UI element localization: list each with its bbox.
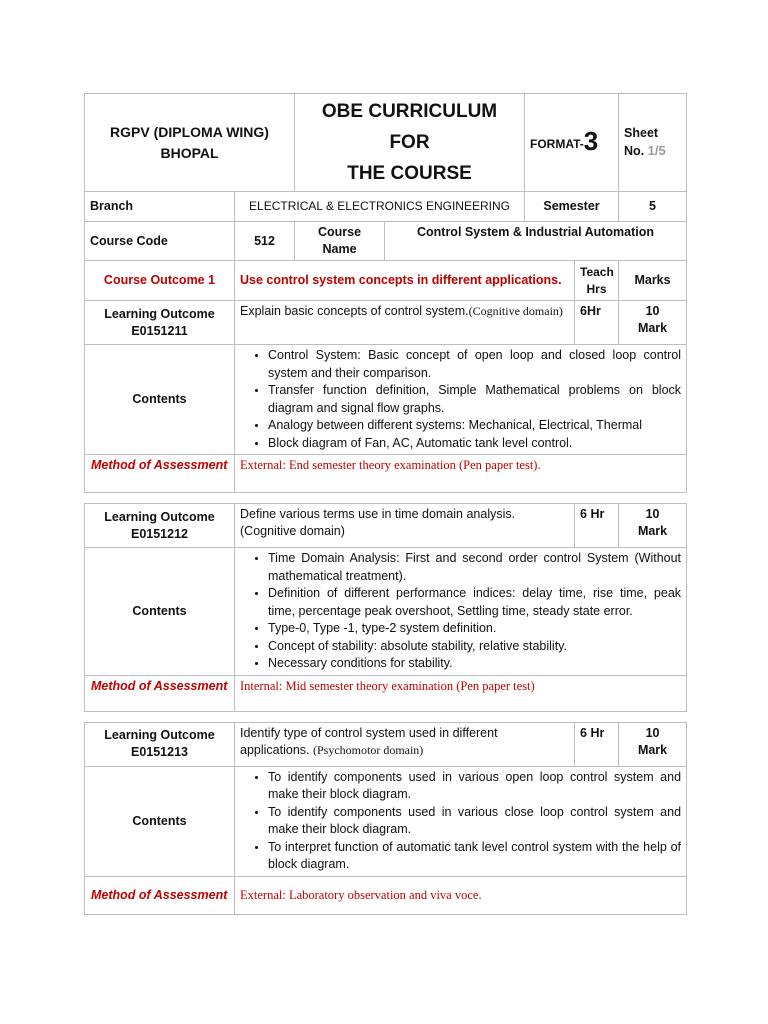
page-title-line1: OBE CURRICULUM FOR	[321, 101, 498, 153]
lo-marks-value: 10	[645, 507, 660, 521]
assessment-label: Method of Assessment	[85, 675, 235, 711]
marks-header: Marks	[619, 261, 687, 301]
lo-domain: (Psychomotor domain)	[312, 742, 424, 757]
teach-label: Teach	[580, 264, 614, 279]
list-item: • To identify components used in various open loop control system and make their block diagram.	[268, 769, 681, 804]
branch-value: ELECTRICAL & ELECTRONICS ENGINEERING	[235, 192, 525, 222]
lo-hours: 6 Hr	[575, 504, 619, 548]
list-item: • Concept of stability: absolute stability, relative stability.	[268, 638, 681, 656]
assessment-text: Internal: Mid semester theory examination (Pen paper test)	[235, 675, 687, 711]
lo-code: E0151212	[130, 526, 188, 541]
contents-label: Contents	[85, 548, 235, 676]
list-item: • Necessary conditions for stability.	[268, 655, 681, 673]
lo-marks-value: 10	[645, 304, 660, 318]
contents-row	[85, 548, 687, 676]
course-name-value: Control System & Industrial Automation	[385, 222, 687, 261]
sheet-no-label: No.	[624, 144, 645, 158]
course-code-label: Course Code	[85, 222, 235, 261]
contents-cell	[235, 548, 687, 676]
contents-cell	[235, 766, 687, 876]
lo-description-text: Explain basic concepts of control system.	[240, 304, 469, 318]
learning-outcome-row	[85, 504, 687, 548]
format-cell	[525, 94, 619, 192]
institute-city: BHOPAL	[160, 144, 219, 161]
page-title-line2: THE COURSE	[347, 163, 472, 184]
lo-description-text: Define various terms use in time domain analysis.	[240, 507, 516, 521]
lo-marks-unit: Mark	[637, 524, 668, 538]
assessment-label: Method of Assessment	[85, 455, 235, 493]
lo-description-text: Identify type of control system used in different applications.	[240, 725, 498, 757]
hrs-label: Hrs	[586, 281, 607, 296]
lo-description	[235, 301, 575, 345]
sheet-number: 1/5	[647, 143, 666, 158]
header-row	[85, 94, 687, 192]
spacer	[85, 493, 687, 504]
assessment-row	[85, 455, 687, 493]
learning-outcome-label	[85, 722, 235, 766]
learning-outcome-row	[85, 722, 687, 766]
curriculum-table	[84, 93, 687, 915]
list-item: • To identify components used in various close loop control system and make their block diagram.	[268, 804, 681, 839]
lo-marks-unit: Mark	[637, 742, 668, 757]
learning-outcome-label	[85, 301, 235, 345]
list-item: • Analogy between different systems: Mechanical, Electrical, Thermal	[268, 417, 681, 435]
course-outcome-text: Use control system concepts in different applications.	[235, 261, 575, 301]
lo-label: Learning Outcome	[104, 728, 215, 742]
contents-row	[85, 345, 687, 455]
format-number: 3	[583, 125, 599, 156]
lo-label: Learning Outcome	[104, 509, 215, 524]
assessment-row	[85, 876, 687, 914]
lo-hours: 6Hr	[575, 301, 619, 345]
lo-description	[235, 504, 575, 548]
lo-description	[235, 722, 575, 766]
assessment-text: External: Laboratory observation and viva voce.	[235, 876, 687, 914]
lo-label: Learning Outcome	[104, 306, 215, 321]
lo-hours: 6 Hr	[575, 722, 619, 766]
semester-value: 5	[619, 192, 687, 222]
learning-outcome-label	[85, 504, 235, 548]
list-item: • Time Domain Analysis: First and second order control System (Without mathematical treatment).	[268, 550, 681, 585]
format-label: FORMAT-	[530, 136, 584, 151]
lo-marks	[619, 301, 687, 345]
sheet-cell	[619, 94, 687, 192]
institute-name: RGPV (DIPLOMA WING)	[110, 123, 269, 140]
lo-domain: (Cognitive domain)	[240, 524, 345, 538]
title-cell	[295, 94, 525, 192]
lo-code: E0151213	[130, 745, 188, 759]
lo-marks	[619, 722, 687, 766]
contents-list	[240, 550, 681, 673]
list-item: • Transfer function definition, Simple Mathematical problems on block diagram and signal flow graphs.	[268, 382, 681, 417]
lo-marks-unit: Mark	[637, 321, 668, 335]
lo-code: E0151211	[131, 323, 188, 338]
list-item: • Block diagram of Fan, AC, Automatic tank level control.	[268, 435, 681, 453]
lo-domain: (Cognitive domain)	[468, 304, 563, 318]
contents-list	[240, 769, 681, 874]
contents-cell	[235, 345, 687, 455]
list-item: • Control System: Basic concept of open loop and closed loop control system and their comparison.	[268, 347, 681, 382]
branch-label: Branch	[85, 192, 235, 222]
list-item: • Definition of different performance indices: delay time, rise time, peak time, percentage peak overshoot, Settling time, steady state error.	[268, 585, 681, 620]
course-outcome-label: Course Outcome 1	[85, 261, 235, 301]
contents-row	[85, 766, 687, 876]
teach-hrs-header	[575, 261, 619, 301]
sheet-label: Sheet	[624, 126, 659, 140]
course-name-label: Course Name	[295, 222, 385, 261]
institute-cell	[85, 94, 295, 192]
lo-marks-value: 10	[645, 725, 660, 740]
branch-row	[85, 192, 687, 222]
course-code-value: 512	[235, 222, 295, 261]
list-item: • Type-0, Type -1, type-2 system definition.	[268, 620, 681, 638]
list-item: • To interpret function of automatic tank level control system with the help of block diagram.	[268, 839, 681, 874]
contents-label: Contents	[85, 766, 235, 876]
assessment-text: External: End semester theory examination (Pen paper test).	[235, 455, 687, 493]
spacer	[85, 711, 687, 722]
lo-marks	[619, 504, 687, 548]
assessment-row	[85, 675, 687, 711]
learning-outcome-row	[85, 301, 687, 345]
course-code-row	[85, 222, 687, 261]
semester-label: Semester	[525, 192, 619, 222]
assessment-label: Method of Assessment	[85, 876, 235, 914]
contents-list	[240, 347, 681, 452]
course-outcome-row	[85, 261, 687, 301]
curriculum-sheet	[84, 93, 686, 915]
contents-label: Contents	[85, 345, 235, 455]
